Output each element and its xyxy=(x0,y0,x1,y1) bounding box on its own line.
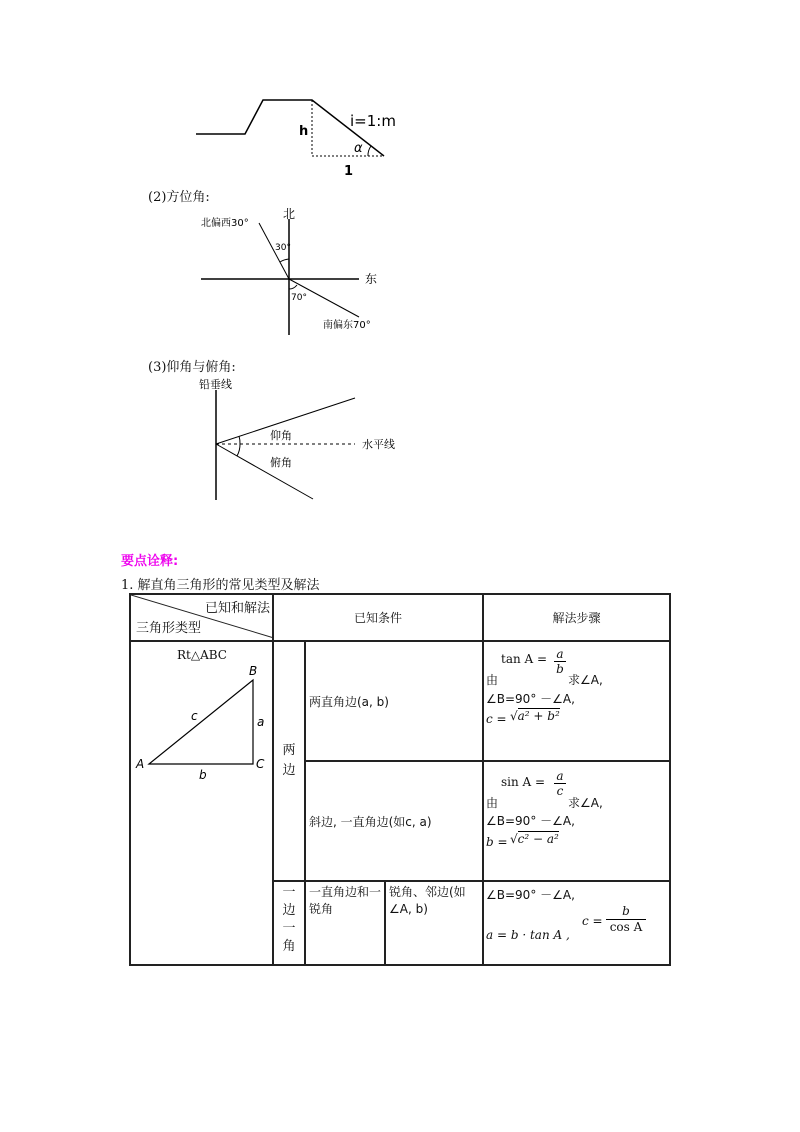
side-c-label: c xyxy=(191,709,198,723)
row1-den: b xyxy=(556,662,564,676)
right-triangle xyxy=(149,680,253,764)
corner-bottom-label: 三角形类型 xyxy=(136,621,202,636)
row3-num: b xyxy=(606,904,646,920)
row2-condition: 斜边, 一直角边(如c, a) xyxy=(305,761,483,881)
bearing-angle-70: 70° xyxy=(291,293,307,303)
steps-header: 解法步骤 xyxy=(483,594,670,641)
row2-radicand: c² − a² xyxy=(517,832,559,846)
vertex-C: C xyxy=(256,757,265,771)
vertex-A: A xyxy=(136,757,145,771)
row3-a-eq: a = b · tan A , xyxy=(486,928,570,942)
row3-condition-b: 锐角、邻边(如∠A, b) xyxy=(385,881,483,965)
row2-sqrt: √c² − a² xyxy=(510,832,559,846)
row1-radicand: a² + b² xyxy=(517,709,560,723)
row1-fn: tan A = xyxy=(501,652,548,666)
item1-heading: 1. 解直角三角形的常见类型及解法 xyxy=(121,578,320,593)
slope-h-label: h xyxy=(299,124,309,139)
conditions-header: 已知条件 xyxy=(273,594,483,641)
bearing-north-label: 北 xyxy=(283,207,296,221)
row2-qiu: 求∠A, xyxy=(568,796,603,810)
row1-steps xyxy=(483,641,670,761)
elevation-label: 仰角 xyxy=(270,429,292,442)
row1-c-eq: c = xyxy=(486,712,507,726)
group-one-side-one-angle xyxy=(273,881,305,965)
bearing-angle-30: 30° xyxy=(275,243,291,253)
group-two-sides-label: 两边 xyxy=(282,743,296,778)
row1-you: 由 xyxy=(486,673,499,687)
row1-condition: 两直角边(a, b) xyxy=(305,641,483,761)
row1-sqrt: √a² + b² xyxy=(510,709,560,723)
elevation-diagram xyxy=(195,376,415,506)
vertex-B: B xyxy=(249,664,258,678)
corner-top-label: 已知和解法 xyxy=(204,601,270,616)
row2-num: a xyxy=(554,769,566,784)
table-row-1 xyxy=(130,641,670,761)
solution-table xyxy=(129,593,671,966)
row2-b-eq: b = xyxy=(486,835,508,849)
slope-ratio-label: i=1:m xyxy=(350,112,396,130)
bearing-heading: (2)方位角: xyxy=(148,190,210,205)
bearing-arc-70 xyxy=(289,285,297,289)
depression-ray xyxy=(216,444,313,499)
slope-angle-arc xyxy=(368,146,371,156)
slope-one-label: 1 xyxy=(344,164,354,179)
row2-you: 由 xyxy=(486,796,499,810)
depression-label: 俯角 xyxy=(270,456,292,469)
bearing-diagram xyxy=(195,205,395,338)
elevation-angle-arc xyxy=(237,436,240,456)
triangle-caption: Rt△ABC xyxy=(177,648,227,662)
side-b-label: b xyxy=(199,768,207,782)
right-triangle-figure xyxy=(131,664,274,814)
row3-steps xyxy=(483,881,670,965)
group-one-side-one-angle-label: 一边一角 xyxy=(282,885,296,954)
plumb-label: 铅垂线 xyxy=(199,378,232,391)
elevation-heading: (3)仰角与俯角: xyxy=(148,360,236,375)
row3-angle-b: ∠B=90° －∠A, xyxy=(486,888,575,902)
bearing-east-label: 东 xyxy=(365,272,378,286)
corner-header-cell xyxy=(130,594,273,641)
row3-condition-a: 一直角边和一锐角 xyxy=(305,881,385,965)
group-two-sides xyxy=(273,641,305,881)
horizontal-label: 水平线 xyxy=(362,438,395,451)
table-header-row xyxy=(130,594,670,641)
bearing-se-label: 南偏东70° xyxy=(323,320,371,331)
bearing-arc-30 xyxy=(280,259,289,262)
slope-alpha-label: α xyxy=(354,141,363,156)
row3-den: cos A xyxy=(609,920,643,934)
triangle-cell xyxy=(130,641,273,965)
slope-diagram xyxy=(190,90,420,182)
bearing-nw-label: 北偏西30° xyxy=(201,218,249,229)
row1-qiu: 求∠A, xyxy=(568,673,603,687)
side-a-label: a xyxy=(257,715,265,729)
row2-den: c xyxy=(556,784,564,798)
key-points-heading: 要点诠释: xyxy=(121,554,179,569)
row1-angle-b: ∠B=90° －∠A, xyxy=(486,692,575,706)
row1-num: a xyxy=(554,647,566,662)
row2-angle-b: ∠B=90° －∠A, xyxy=(486,814,575,828)
row3-c-eq: c = xyxy=(582,914,603,928)
row2-fn: sin A = xyxy=(501,775,546,789)
row2-steps xyxy=(483,761,670,881)
